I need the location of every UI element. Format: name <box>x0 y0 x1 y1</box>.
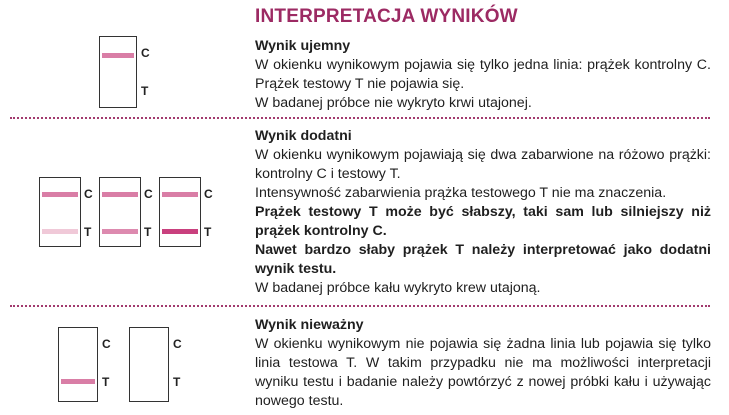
strip-positive-strong <box>159 177 201 247</box>
page-title: INTERPRETACJA WYNIKÓW <box>255 6 518 27</box>
strip-negative <box>99 36 137 108</box>
paragraph-bold: Nawet bardzo słaby prążek T należy interpretować jako dodatni wynik testu. <box>255 242 711 277</box>
divider <box>10 117 710 119</box>
paragraph-bold: Prążek testowy T może być słabszy, taki sam lub silniejszy niż prążek kontrolny C. <box>255 204 711 239</box>
divider <box>10 305 710 307</box>
section-heading: Wynik dodatni <box>255 128 352 144</box>
control-band <box>102 192 138 197</box>
section-invalid-text <box>255 316 711 411</box>
strip-positive-faint <box>39 177 81 247</box>
paragraph: W badanej próbce nie wykryto krwi utajonej. <box>255 95 532 111</box>
section-heading: Wynik ujemny <box>255 38 351 54</box>
paragraph: W okienku wynikowym pojawia się tylko jedna linia: prążek kontrolny C. Prążek testowy T nie pojawia się. <box>255 57 711 92</box>
test-band <box>61 379 95 384</box>
strip-invalid-test-only <box>58 327 98 402</box>
label-t: T <box>144 225 152 239</box>
label-t: T <box>102 375 110 389</box>
test-band-strong <box>162 229 198 234</box>
control-band <box>42 192 78 197</box>
label-c: C <box>144 187 153 201</box>
label-t: T <box>173 375 181 389</box>
paragraph: W okienku wynikowym nie pojawia się żadna linia lub pojawia się tylko linia testowa T. W takim przypadku nie ma możliwości interpretacji wyniku testu i badanie należy powtórzyć z nowej próbki kału i używając nowego testu. <box>255 336 711 409</box>
label-t: T <box>204 225 212 239</box>
test-band-faint <box>42 229 78 234</box>
paragraph: Intensywność zabarwienia prążka testowego T nie ma znaczenia. <box>255 185 667 201</box>
label-c: C <box>84 187 93 201</box>
label-c: C <box>173 337 182 351</box>
label-c: C <box>141 46 150 60</box>
label-t: T <box>84 225 92 239</box>
paragraph: W badanej próbce kału wykryto krew utajoną. <box>255 280 541 296</box>
section-negative-text <box>255 37 711 113</box>
test-band-medium <box>102 229 138 234</box>
section-positive-text <box>255 127 711 298</box>
strip-invalid-empty <box>129 327 169 402</box>
label-c: C <box>204 187 213 201</box>
section-heading: Wynik nieważny <box>255 317 364 333</box>
paragraph: W okienku wynikowym pojawiają się dwa zabarwione na różowo prążki: kontrolny C i testowy T. <box>255 147 711 182</box>
strip-positive-medium <box>99 177 141 247</box>
control-band <box>102 53 134 58</box>
label-t: T <box>141 84 149 98</box>
control-band <box>162 192 198 197</box>
label-c: C <box>102 337 111 351</box>
